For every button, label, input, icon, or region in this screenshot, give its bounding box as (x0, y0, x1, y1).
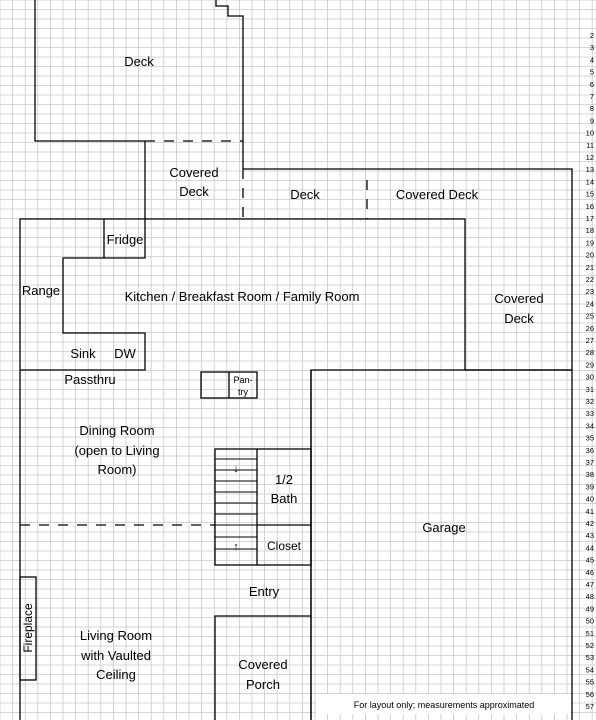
stair-up-arrow: ↑ (233, 541, 239, 553)
row-number: 34 (585, 421, 594, 431)
row-number: 11 (586, 140, 594, 150)
row-number: 12 (585, 153, 594, 162)
deck-outline (35, 0, 145, 141)
row-number: 8 (589, 104, 594, 114)
living-label-3: Ceiling (96, 667, 136, 682)
row-number: 22 (585, 275, 594, 284)
row-numbers (586, 31, 594, 711)
row-number: 56 (585, 689, 594, 699)
row-number: 10 (585, 128, 594, 138)
living-label-1: Living Room (79, 628, 153, 643)
range-label: Range (21, 283, 61, 298)
passthru-label: Passthru (64, 372, 116, 387)
row-number: 45 (585, 555, 594, 565)
row-number: 30 (585, 372, 594, 382)
covered-porch-label-1: Covered (238, 657, 288, 672)
row-number: 55 (585, 677, 594, 687)
row-number: 20 (585, 250, 594, 260)
fireplace-label: Fireplace (21, 603, 35, 653)
row-number: 18 (585, 226, 594, 236)
half-bath-label-1: 1/2 (274, 472, 294, 487)
half-bath-label-2: Bath (270, 491, 298, 506)
dining-label-1: Dining Room (79, 423, 155, 438)
row-number: 19 (585, 238, 594, 248)
row-number: 41 (585, 506, 594, 516)
living-label-2: with Vaulted (81, 648, 151, 663)
row-number: 51 (585, 628, 594, 638)
row-number: 35 (585, 433, 594, 443)
row-number: 36 (585, 445, 594, 455)
row-number: 13 (585, 165, 594, 175)
dining-label-2: (open to Living (74, 443, 160, 458)
row-number: 24 (585, 299, 594, 309)
row-number: 7 (589, 92, 594, 101)
row-number: 16 (585, 201, 594, 211)
sink-label: Sink (70, 346, 96, 361)
row-number: 14 (585, 177, 594, 187)
row-number: 6 (589, 79, 594, 89)
row-number: 26 (585, 323, 594, 333)
row-number: 53 (585, 653, 594, 663)
row-number: 54 (585, 665, 594, 675)
dining-label-3: Room) (97, 462, 137, 477)
covered-deck-top-right-label: Covered Deck (395, 187, 479, 202)
garage-label: Garage (422, 520, 466, 535)
row-number: 42 (585, 519, 594, 528)
row-number: 38 (585, 470, 594, 480)
row-number: 50 (585, 616, 594, 626)
covered-porch-label-2: Porch (246, 677, 280, 692)
dw-label: DW (114, 346, 136, 361)
kitchen-label: Kitchen / Breakfast Room / Family Room (124, 289, 360, 304)
note-text: For layout only; measurements approximated (353, 700, 535, 710)
deck-top-label: Deck (124, 54, 154, 69)
row-number: 4 (589, 55, 594, 65)
row-number: 21 (585, 262, 594, 272)
row-number: 52 (585, 641, 594, 650)
stair-down-arrow: ↓ (233, 463, 239, 475)
row-number: 9 (589, 116, 594, 126)
row-number: 48 (585, 592, 594, 602)
room-labels (21, 54, 544, 692)
deck-right-steps (216, 0, 243, 141)
row-number: 25 (585, 311, 594, 321)
row-number: 23 (585, 287, 594, 297)
pantry-label-1: Pan- (233, 375, 253, 385)
row-number: 2 (589, 31, 594, 40)
row-number: 57 (585, 702, 594, 711)
row-number: 40 (585, 494, 594, 504)
pantry-label-2: try (238, 387, 248, 397)
walls (20, 0, 572, 720)
row-number: 5 (589, 67, 594, 77)
row-number: 46 (585, 567, 594, 577)
covered-deck-left-label-2: Deck (179, 184, 209, 199)
row-number: 31 (585, 384, 594, 394)
row-number: 43 (585, 531, 594, 541)
row-number: 49 (585, 604, 594, 614)
row-number: 15 (585, 189, 594, 199)
covered-deck-left-label-1: Covered (169, 165, 219, 180)
covered-deck-right-label-2: Deck (504, 311, 534, 326)
deck-mid-label: Deck (290, 187, 320, 202)
garage-outline (311, 370, 572, 720)
closet-label: Closet (266, 539, 302, 553)
covered-deck-right-label-1: Covered (494, 291, 544, 306)
row-number: 47 (585, 580, 594, 589)
row-number: 28 (585, 348, 594, 358)
row-number: 29 (585, 360, 594, 370)
fridge-label: Fridge (106, 232, 144, 247)
row-number: 17 (585, 214, 594, 223)
row-number: 27 (585, 336, 594, 345)
row-number: 39 (585, 482, 594, 492)
row-number: 37 (585, 458, 594, 467)
row-number: 44 (585, 543, 594, 553)
entry-label: Entry (248, 584, 280, 599)
row-number: 33 (585, 409, 594, 419)
row-number: 3 (589, 43, 594, 53)
row-number: 32 (585, 397, 594, 406)
